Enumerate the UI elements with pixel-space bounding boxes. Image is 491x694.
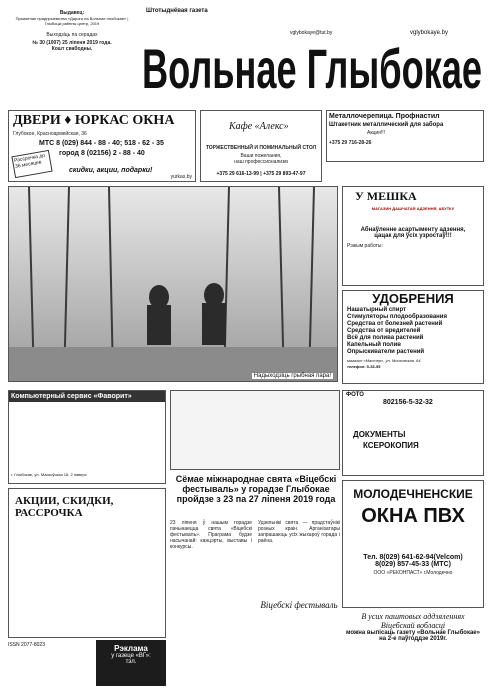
doors-address: Глубокое, Красноармейская, 36: [13, 131, 87, 137]
windows-phone1: Тел. 8(029) 641-62-94(Velcom): [363, 554, 463, 561]
promo-line3: можна выпісаць газету «Вольнае Глыбокае»: [346, 630, 480, 636]
windows-phone2: 8(029) 857-45-33 (МТС): [375, 561, 451, 568]
doors-site: yurkas.by: [170, 174, 192, 180]
computer-ad[interactable]: [8, 390, 166, 484]
photo-caption: Надыходзіць грыбная пара!: [253, 373, 331, 379]
fence-subtitle: Штакетник металлический для забора: [329, 122, 444, 128]
bags-headline: Абнаўленне асартыменту адзення,: [360, 227, 466, 233]
subscribe-line1: Рэклама: [114, 644, 148, 653]
sale-ad[interactable]: [8, 488, 166, 638]
fertilizer-shop: магазин «Мастер», ул. Московская, 64: [347, 358, 421, 363]
cafe-ad[interactable]: [200, 110, 322, 182]
photo-center-title: ФОТО: [346, 392, 364, 398]
doors-ad[interactable]: [8, 110, 196, 182]
publisher-heading: Выдавец:: [59, 10, 85, 16]
doors-title: ДВЕРИ ♦ ЮРКАС ОКНА: [13, 113, 175, 128]
photo-center-phone: 802156-5-32-32: [383, 399, 433, 406]
publisher-text: Прыватнае прадпрыемства «Дарога на Вольнае глыбокае» | Глыбоцкі раённы цэнтр, 2019: [15, 16, 129, 26]
article-col1: 23 ліпеня ў нашым горадзе пачынаецца свята «Віцебскі фестываль». Праграма будзе насычанай: канцэрты, выставы і конкурсы.: [170, 520, 252, 550]
masthead-title-text: Вольнае Глыбокае: [142, 37, 482, 94]
fertilizer-item: Капельный полив: [347, 342, 401, 348]
fertilizer-item: Всё для полива растений: [347, 335, 424, 341]
bags-headline2: цацак для ўсіх узростаў!!!: [374, 233, 452, 239]
sale-title: АКЦИИ, СКИДКИ, РАССРОЧКА: [15, 495, 114, 519]
fence-note: Акция!!!: [367, 130, 386, 136]
masthead-email[interactable]: vglybokaye@tut.by: [290, 30, 333, 36]
masthead-site[interactable]: vglybokaye.by: [410, 30, 449, 36]
fertilizer-item: Средства от болезней растений: [347, 321, 443, 327]
doors-phone2: город 8 (02156) 2 - 88 - 40: [59, 150, 145, 157]
promo-line2: Віцебскай вобласці: [380, 621, 446, 630]
subscribe-line3: тэл.: [125, 659, 137, 665]
mushroom-photo: [8, 186, 338, 382]
price: Кошт свабодны.: [51, 46, 93, 52]
issue-number: № 30 (1007) 25 ліпеня 2019 года.: [32, 40, 112, 46]
promo-line4: на 2-е паўгоддзе 2019г.: [379, 636, 447, 642]
photo-center-item: КСЕРОКОПИЯ: [363, 441, 419, 450]
fertilizer-item: Средства от вредителей: [347, 328, 421, 334]
imprint: [8, 10, 136, 52]
masthead-title: [140, 36, 485, 94]
bags-title: У МЕШКА: [355, 189, 417, 203]
issn: ISSN 2077-8023: [8, 642, 45, 648]
subscribe-line2: у газеце «ВГ»:: [111, 653, 151, 659]
computer-address: г. Глыбокае, ул. Маскоўская 18, 2 паверх: [11, 472, 87, 477]
fertilizer-title: УДОБРЕНИЯ: [372, 291, 454, 306]
doors-installment: Рассрочка до 36 месяцев: [11, 150, 52, 178]
computer-title: Компьютерный сервис «Фаворит»: [9, 391, 165, 402]
issue-note: Выходзіць па серадах: [46, 32, 98, 38]
fertilizer-item: Опрыскиватели растений: [347, 349, 425, 355]
fertilizer-item: Нашатырный спирт: [347, 307, 407, 313]
cafe-name: Кафе «Алекс»: [229, 121, 289, 132]
windows-company: ООО «РЕКОНПАСТ» г.Молодечно: [373, 570, 453, 576]
cafe-line2: Ваши пожелания,: [240, 153, 282, 159]
fertilizer-items: [343, 306, 483, 357]
festival-logo: Віцебскі фестываль: [260, 600, 338, 610]
bags-subtitle: МАГАЗИН ДАШЧАТАЯ АДЗЕННЯ, АБУТКУ: [371, 206, 455, 211]
fertilizer-item: Стимуляторы плодообразования: [347, 314, 447, 320]
cafe-line1: ТОРЖЕСТВЕННЫЙ И ПОМИНАЛЬНЫЙ СТОЛ: [205, 145, 317, 151]
windows-ad[interactable]: [342, 480, 484, 608]
cafe-phone: +375 29 616-13-99 | +375 29 893-47-97: [216, 171, 306, 177]
subscription-promo: [342, 612, 484, 656]
doors-phone: МТС 8 (029) 844 - 88 - 40; 518 - 62 - 35: [39, 140, 164, 147]
fertilizer-ad[interactable]: [342, 290, 484, 384]
windows-title: МОЛОДЕЧНЕНСКИЕ: [353, 487, 473, 501]
fence-ad[interactable]: [326, 110, 484, 162]
subscribe-box: [96, 640, 166, 686]
article-headline: Сёмае міжнароднае свята «Віцебскі фестываль» у горадзе Глыбокае пройдзе з 23 па 27 ліпеня 2019 года: [175, 474, 337, 504]
photo-center-ad[interactable]: [342, 390, 484, 476]
fence-phone: +375 29 716-28-26: [329, 140, 372, 146]
photo-center-item: ДОКУМЕНТЫ: [353, 430, 406, 439]
bags-ad[interactable]: [342, 186, 484, 286]
promo-title: В усих паштовых аддзяленнях: [361, 612, 465, 621]
cafe-line3: наш профессионализм: [234, 159, 288, 165]
windows-title2: ОКНА ПВХ: [361, 505, 465, 527]
photo-image: [9, 187, 338, 382]
doors-promo: скидки, акции, подарки!: [69, 167, 153, 174]
bags-hours: Рэжым работы:: [347, 243, 383, 249]
masthead-tagline: Штотыднёвая газета: [146, 8, 208, 14]
article-col2: Удзельнікі свята — прадстаўнікі розных краін. Арганізатары запрашаюць усіх жыхароў горада і раёна.: [258, 520, 340, 544]
services-ad[interactable]: [170, 390, 340, 470]
fence-title: Металлочерепица. Профнастил: [329, 113, 440, 120]
fertilizer-phone: телефон: 5-33-55: [347, 364, 381, 369]
